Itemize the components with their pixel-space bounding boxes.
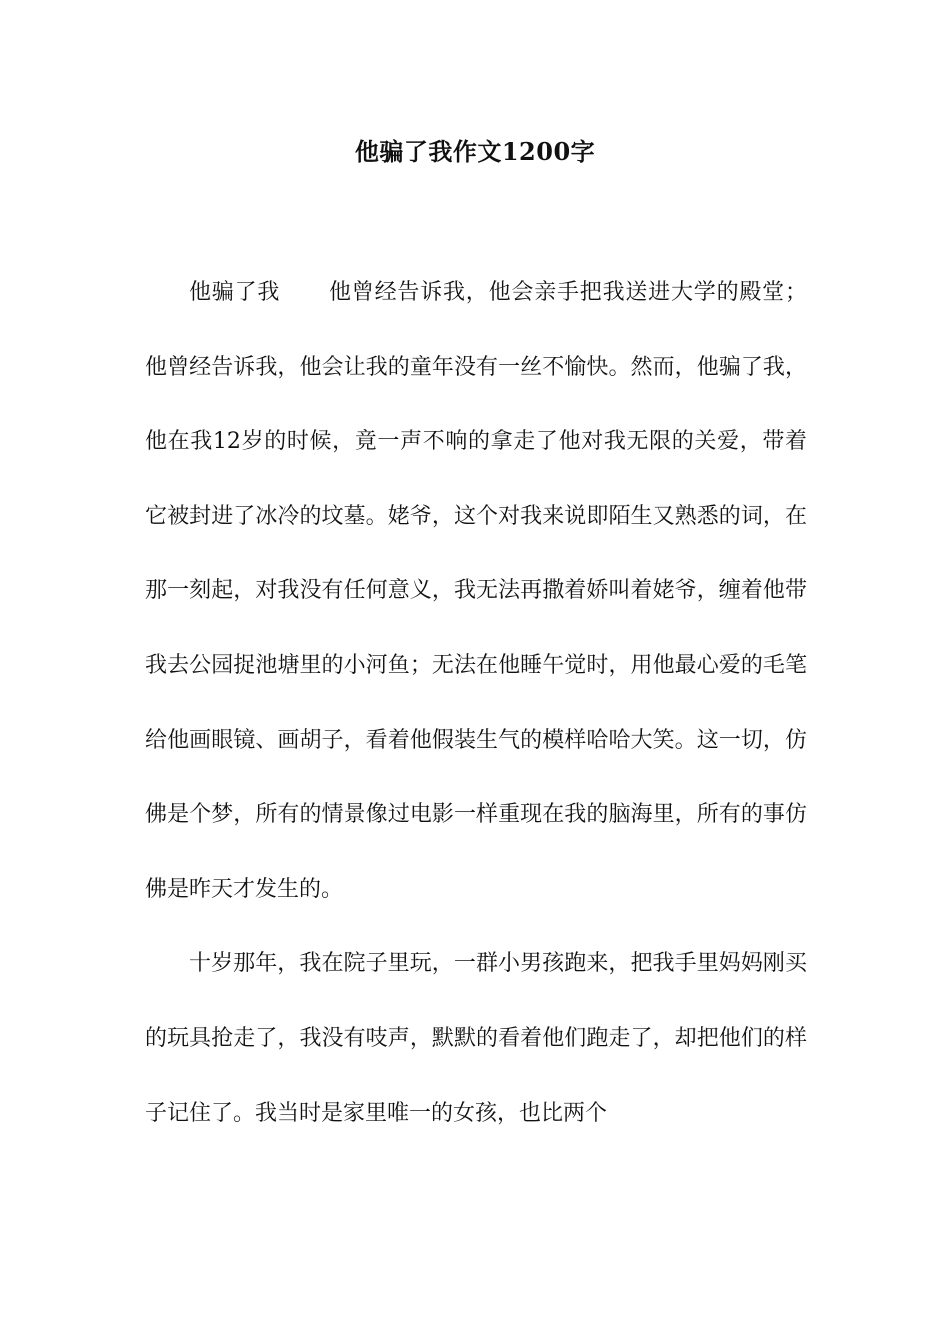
paragraph-2-text: 十岁那年，我在院子里玩，一群小男孩跑来，把我手里妈妈刚买的玩具抢走了，我没有吱声，默默的看着他们跑走了，却把他们的样子记住了。我当时是家里唯一的女孩，也比两个 [145, 951, 807, 1126]
paragraph-1-text: 他曾经告诉我，他会亲手把我送进大学的殿堂；他曾经告诉我，他会让我的童年没有一丝不愉快。然而，他骗了我，他在我12岁的时候，竟一声不响的拿走了他对我无限的关爱，带着它被封进了冰冷的坟墓。姥爷，这个对我来说即陌生又熟悉的词，在那一刻起，对我没有任何意义，我无法再撒着娇叫着姥爷，缠着他带我去公园捉池塘里的小河鱼；无法在他睡午觉时，用他最心爱的毛笔给他画眼镜、画胡子，看着他假装生气的模样哈哈大笑。这一切，仿佛是个梦，所有的情景像过电影一样重现在我的脑海里，所有的事仿佛是昨天才发生的。 [145, 280, 807, 902]
paragraph-1-heading: 他骗了我 [189, 280, 281, 305]
document-title: 他骗了我作文1200字 [354, 137, 596, 166]
document-body [145, 256, 807, 1151]
paragraph-1 [145, 256, 807, 927]
paragraph-2 [145, 927, 807, 1151]
